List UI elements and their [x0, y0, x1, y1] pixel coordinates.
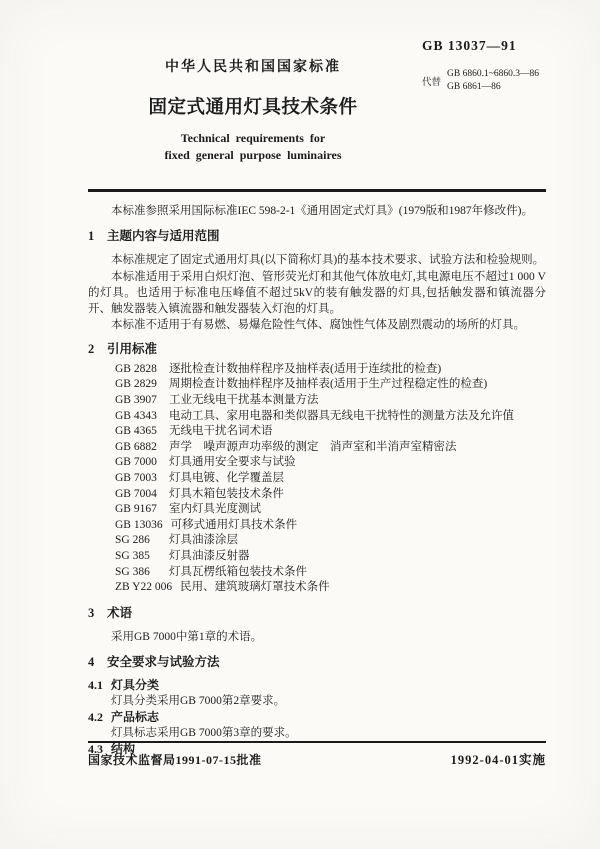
reference-title: 周期检查计数抽样程序及抽样表(适用于生产过程稳定性的检查): [169, 378, 488, 391]
section-4-2-heading: [88, 709, 546, 725]
reference-title: 灯具瓦楞纸箱包装技术条件: [169, 565, 307, 578]
reference-code: GB 7003: [115, 471, 157, 484]
section-2-heading: [88, 341, 546, 358]
reference-item: [115, 377, 546, 393]
title-english: [88, 130, 418, 164]
header-title-block: [88, 0, 418, 164]
section-1-title: 主题内容与适用范围: [107, 229, 220, 244]
reference-title: 声学 噪声源声功率级的测定 消声室和半消声室精密法: [169, 440, 457, 453]
reference-code: GB 3907: [115, 393, 157, 406]
reference-item: [115, 471, 546, 487]
reference-item: [115, 393, 546, 409]
reference-code: GB 6882: [115, 440, 157, 453]
reference-code: GB 7004: [115, 487, 157, 500]
section-3-number: 3: [88, 605, 95, 620]
reference-code: GB 9167: [115, 503, 157, 516]
section-3-heading: [88, 605, 546, 622]
reference-code: GB 13036: [115, 518, 163, 531]
section-1-paragraph-2: 本标准适用于采用白炽灯泡、管形荧光灯和其他气体放电灯,其电源电压不超过1 000 V的灯具。也适用于标准电压峰值不超过5kV的装有触发器的灯具,包括触发器和镇流器分开、触发器装入镇流器和触发器装入灯泡的灯具。: [88, 270, 546, 316]
section-4-1-text: 灯具分类采用GB 7000第2章要求。: [111, 694, 286, 707]
title-english-line2: fixed general purpose luminaires: [164, 148, 342, 162]
reference-code: GB 2829: [115, 378, 157, 391]
reference-code: ZB Y22 006: [115, 581, 173, 594]
reference-title: 灯具通用安全要求与试验: [169, 456, 296, 469]
header-divider: [88, 189, 546, 192]
footer-row: [88, 750, 546, 768]
section-4-2-number: 4.2: [88, 709, 103, 724]
approval-text: 国家技术监督局1991-07-15批准: [88, 753, 262, 767]
section-1-number: 1: [88, 229, 95, 244]
reference-title: 灯具木箱包装技术条件: [169, 487, 284, 500]
reference-code: GB 4365: [115, 425, 157, 438]
section-4-3-number: 4.3: [88, 741, 103, 756]
reference-title: 民用、建筑玻璃灯罩技术条件: [180, 581, 330, 594]
reference-code: SG 386: [115, 565, 150, 578]
section-3-paragraph: 采用GB 7000中第1章的术语。: [111, 630, 263, 643]
section-4-3-title: 结构: [111, 741, 136, 756]
reference-item: [115, 362, 546, 378]
section-4-1-number: 4.1: [88, 677, 103, 692]
reference-item: [115, 565, 546, 581]
section-1-paragraph-3: 本标准不适用于有易燃、易爆危险性气体、腐蚀性气体及剧烈震动的场所的灯具。: [111, 319, 525, 332]
reference-item: [115, 549, 546, 565]
section-2-number: 2: [88, 341, 95, 356]
section-4-number: 4: [88, 654, 95, 669]
replaces-block: [422, 68, 546, 93]
intro-paragraph: 本标准参照采用国际标准IEC 598-2-1《通用固定式灯具》(1979版和1987年修改件)。: [111, 205, 533, 217]
reference-title: 逐批检查计数抽样程序及抽样表(适用于连续批的检查): [169, 362, 442, 375]
reference-item: [115, 580, 546, 596]
standard-type-line: 中华人民共和国国家标准: [165, 60, 341, 75]
footer-divider: [88, 741, 546, 743]
page-content: [88, 0, 546, 757]
section-4-heading: [88, 654, 546, 671]
section-4-2-text: 灯具标志采用GB 7000第3章的要求。: [111, 726, 297, 739]
page-footer: [88, 741, 546, 768]
section-4-1-heading: [88, 677, 546, 693]
reference-item: [115, 533, 546, 549]
reference-title: 灯具油漆涂层: [169, 534, 238, 547]
reference-title: 可移式通用灯具技术条件: [170, 518, 298, 531]
reference-title: 电动工具、家用电器和类似器具无线电干扰特性的测量方法及允许值: [169, 409, 514, 422]
replaces-standards: [447, 68, 539, 93]
section-1-heading: [88, 228, 546, 245]
reference-item: [115, 487, 546, 503]
reference-item: [115, 440, 546, 456]
reference-item: [115, 518, 546, 534]
title-english-line1: Technical requirements for: [180, 131, 326, 145]
reference-title: 无线电干扰名词术语: [169, 425, 273, 438]
page-title: 固定式通用灯具技术条件: [148, 98, 358, 118]
replaces-label: 代替: [422, 77, 442, 88]
reference-title: 工业无线电干扰基本测量方法: [169, 393, 319, 406]
section-3-title: 术语: [107, 605, 133, 620]
replaces-line2: GB 6861—86: [447, 81, 501, 92]
reference-list: [88, 362, 546, 596]
reference-item: [115, 502, 546, 518]
reference-title: 室内灯具光度测试: [169, 503, 261, 516]
section-1-paragraph-1: 本标准规定了固定式通用灯具(以下简称灯具)的基本技术要求、试验方法和检验规则。: [111, 254, 545, 267]
replaces-line1: GB 6860.1~6860.3—86: [447, 69, 539, 79]
effective-date-text: 1992-04-01实施: [450, 753, 546, 767]
reference-code: SG 385: [115, 549, 150, 562]
reference-title: 灯具电镀、化学覆盖层: [169, 471, 284, 484]
standard-number: GB 13037—91: [422, 38, 517, 53]
section-2-title: 引用标准: [107, 341, 158, 356]
section-4-1-title: 灯具分类: [111, 677, 160, 692]
section-4-2-title: 产品标志: [111, 709, 160, 724]
reference-code: GB 2828: [115, 362, 157, 375]
reference-code: SG 286: [115, 534, 150, 547]
reference-item: [115, 409, 546, 425]
reference-code: GB 7000: [115, 456, 157, 469]
reference-item: [115, 455, 546, 471]
standard-header: [88, 0, 546, 164]
reference-code: GB 4343: [115, 409, 157, 422]
section-4-title: 安全要求与试验方法: [107, 654, 220, 669]
reference-title: 灯具油漆反射器: [169, 549, 250, 562]
standard-number-block: [418, 0, 546, 164]
reference-item: [115, 424, 546, 440]
